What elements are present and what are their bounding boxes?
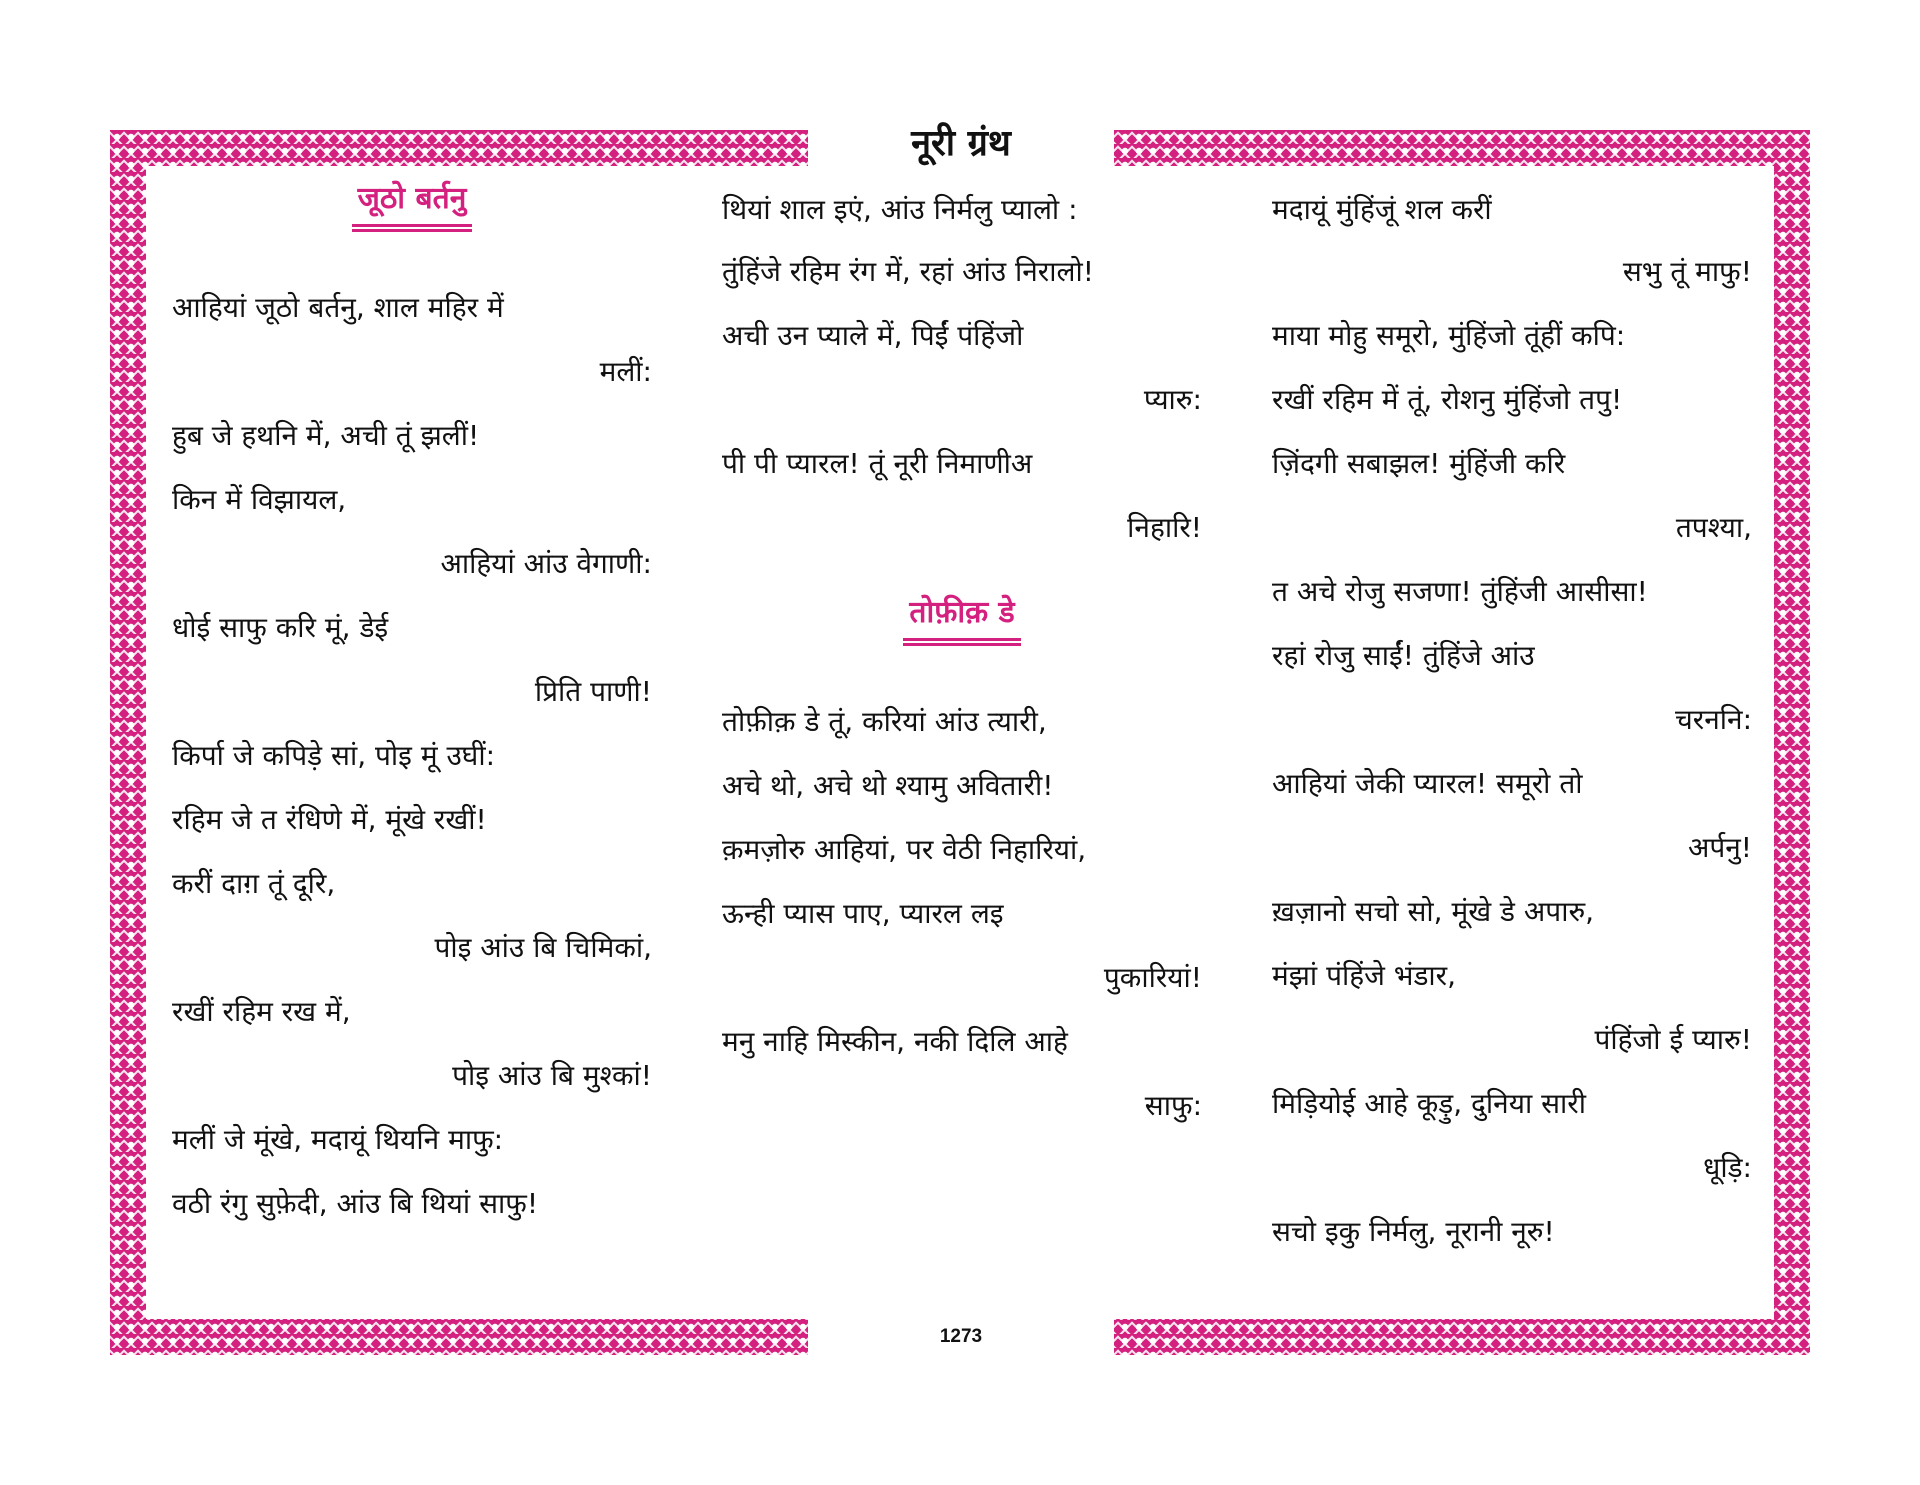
poem-heading-wrap — [172, 180, 652, 276]
spacer — [722, 560, 1202, 594]
verse-line: आहियां आंउ वेगाणी: — [440, 547, 652, 580]
column-middle — [722, 180, 1202, 1138]
verse-line: मदायूं मुंहिंजूं शल करीं — [1272, 193, 1492, 226]
verse-line: सभु तूं माफु! — [1622, 255, 1752, 288]
verse-line: रखीं रहिम में तूं, रोशनु मुंहिंजो तपु! — [1272, 383, 1623, 416]
verse-line: हुब जे हथनि में, अची तूं झलीं! — [172, 419, 480, 452]
verse-line: तुंहिंजे रहिम रंग में, रहां आंउ निरालो! — [722, 255, 1094, 288]
verse-line: अर्पनु! — [1687, 831, 1752, 864]
verse-line: चरननि: — [1675, 703, 1752, 736]
column-right — [1272, 180, 1752, 1264]
verse-line: पोइ आंउ बि मुश्कां! — [452, 1059, 652, 1092]
verse-line: पुकारियां! — [1103, 961, 1202, 994]
verse-line: पोइ आंउ बि चिमिकां, — [434, 931, 652, 964]
verse-line: करीं दाग़ तूं दूरि, — [172, 867, 336, 900]
poem-heading-wrap — [722, 594, 1202, 690]
book-title: नूरी ग्रंथ — [911, 123, 1011, 164]
verse-line: ख़ज़ानो सचो सो, मूंखे डे अपारु, — [1272, 895, 1595, 928]
verse-line: मनु नाहि मिस्कीन, नकी दिलि आहे — [722, 1025, 1068, 1058]
verse-line: आहियां जूठो बर्तनु, शाल महिर में — [172, 291, 504, 324]
verse-line: पी पी प्यारल! तूं नूरी निमाणीअ — [722, 447, 1033, 480]
verse-line: क़मज़ोरु आहियां, पर वेठी निहारियां, — [722, 833, 1087, 866]
verse-line: वठी रंगु सुफ़ेदी, आंउ बि थियां साफु! — [172, 1187, 539, 1220]
verse-line: पंहिंजो ई प्यारु! — [1594, 1023, 1752, 1056]
poem-heading: तोफ़ीक़ डे — [903, 598, 1020, 641]
verse-line: धूड़ि: — [1703, 1151, 1752, 1184]
verse-line: अचे थो, अचे थो श्यामु अवितारी! — [722, 769, 1054, 802]
verse-line: मलीं जे मूंखे, मदायूं थियनि माफु: — [172, 1123, 504, 1156]
verse-line: किर्पा जे कपिड़े सां, पोइ मूं उघीं: — [172, 739, 496, 772]
verse-line: प्रिति पाणी! — [534, 675, 652, 708]
verse-line: साफु: — [1144, 1089, 1202, 1122]
column-left — [172, 180, 652, 1236]
verse-line: रखीं रहिम रख में, — [172, 995, 351, 1028]
verse-line: तोफ़ीक़ डे तूं, करियां आंउ त्यारी, — [722, 705, 1047, 738]
verse-line: तपश्या, — [1675, 511, 1752, 544]
verse-line: थियां शाल इएं, आंउ निर्मलु प्यालो : — [722, 193, 1078, 226]
verse-line: प्यारु: — [1143, 383, 1202, 416]
poem-heading: जूठो बर्तनु — [352, 184, 473, 227]
verse-line: किन में विझायल, — [172, 483, 347, 516]
verse-line: रहां रोजु साईं! तुंहिंजे आंउ — [1272, 639, 1535, 672]
verse-line: ऊन्ही प्यास पाए, प्यारल लइ — [722, 897, 1004, 930]
verse-line: ज़िंदगी सबाझल! मुंहिंजी करि — [1272, 447, 1566, 480]
verse-line: त अचे रोजु सजणा! तुंहिंजी आसीसा! — [1272, 575, 1648, 608]
verse-line: आहियां जेकी प्यारल! समूरो तो — [1272, 767, 1583, 800]
verse-line: धोई साफु करि मूं, डेई — [172, 611, 389, 644]
verse-line: मलीं: — [599, 355, 652, 388]
verse-line: अची उन प्याले में, पिईं पंहिंजो — [722, 319, 1024, 352]
verse-line: निहारि! — [1127, 511, 1202, 544]
verse-line: माया मोहु समूरो, मुंहिंजो तूंहीं कपि: — [1272, 319, 1626, 352]
verse-line: रहिम जे त रंधिणे में, मूंखे रखीं! — [172, 803, 487, 836]
verse-line: सचो इकु निर्मलु, नूरानी नूरु! — [1272, 1215, 1555, 1248]
verse-line: मंझां पंहिंजे भंडार, — [1272, 959, 1457, 992]
page-number: 1273 — [939, 1326, 983, 1347]
verse-line: मिड़ियोई आहे कूड़ु, दुनिया सारी — [1272, 1087, 1586, 1120]
